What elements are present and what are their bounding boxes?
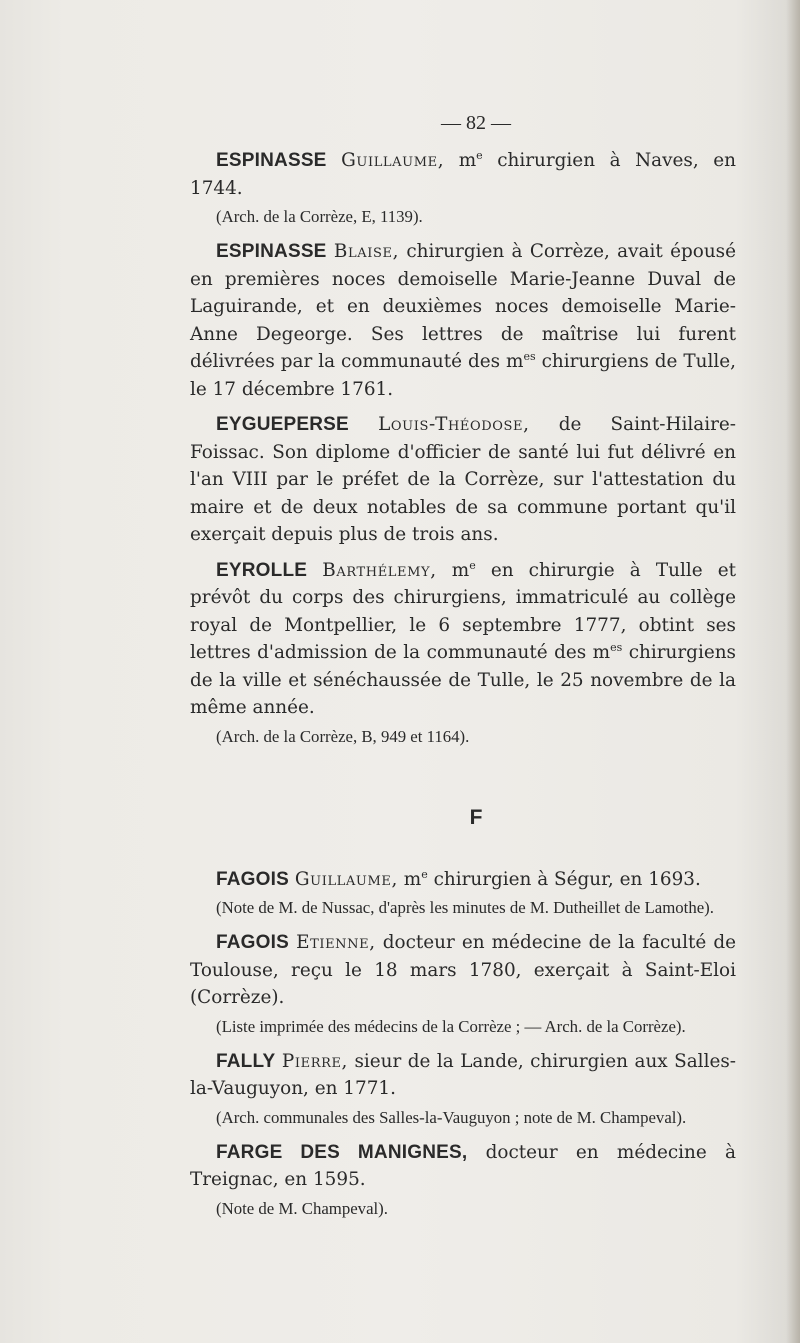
entry-source-note: (Arch. communales des Salles-la-Vauguyon ; note de M. Champeval). <box>216 1107 687 1127</box>
entry-given-name: Louis-Théodose, <box>378 414 530 435</box>
entry-text: chirurgiens de Tulle, le 17 décembre 1761. <box>190 351 736 400</box>
entry-surname: FAGOIS <box>216 868 289 890</box>
entry-text: chirurgien à Naves, en 1744. <box>190 150 736 199</box>
entry-fagois-etienne <box>190 929 736 1012</box>
entry-given-name: Guillaume, <box>294 868 398 890</box>
entry-superscript: es <box>523 349 536 363</box>
entry-source-note: (Note de M. Champeval). <box>216 1198 388 1218</box>
document-body <box>190 112 736 1222</box>
entry-text: docteur en médecine de la faculté de Toulouse, reçu le 18 mars 1780, exerçait à Saint-Eloi (Corrèze). <box>190 932 736 1008</box>
page-edge-shadow <box>786 0 800 1343</box>
entry-given-name: Blaise, <box>333 241 400 262</box>
entry-text: docteur en médecine à Treignac, en 1595. <box>190 1141 736 1190</box>
entry-given-name: Barthélemy, <box>322 559 437 581</box>
entry-superscript: e <box>421 867 428 881</box>
entry-fagois-guillaume <box>190 866 736 894</box>
entry-source-note: (Liste imprimée des médecins de la Corrèze ; — Arch. de la Corrèze). <box>216 1016 686 1036</box>
entry-source-note: (Arch. de la Corrèze, E, 1139). <box>216 207 423 226</box>
entry-espinasse-guillaume <box>190 147 736 202</box>
entry-source-note: (Arch. de la Corrèze, B, 949 et 1164). <box>216 726 470 746</box>
entry-given-name: Pierre, <box>281 1050 349 1072</box>
entry-eyrolle <box>190 557 736 722</box>
entry-text: en chirurgie à Tulle et prévôt du corps des chirurgiens, immatriculé au collège royal de Montpellier, le 6 septembre 1777, obtint ses lettres d'admission de la communauté des m <box>190 559 736 663</box>
entry-given-name: Etienne, <box>296 932 376 953</box>
entry-text: m <box>444 150 477 171</box>
entry-surname: FALLY <box>216 1050 276 1072</box>
entry-eygueperse <box>190 411 736 549</box>
entry-surname: ESPINASSE <box>216 150 327 171</box>
entry-text: chirurgien à Corrèze, avait épousé en premières noces demoiselle Marie-Jeanne Duval de Laguirande, et en deuxièmes noces demoiselle Marie-Anne Degeorge. Ses lettres de maîtrise lui furent délivrées par la communauté des m <box>190 241 736 372</box>
entry-superscript: es <box>610 640 623 654</box>
entry-text: de Saint-Hilaire-Foissac. Son diplome d'officier de santé lui fut délivré en l'an VIII par le préfet de la Corrèze, sur l'attestation du maire et de deux notables de sa commune portant qu'il exerçait depuis plus de trois ans. <box>190 414 736 545</box>
entry-surname: EYROLLE <box>216 559 308 581</box>
entry-surname: EYGUEPERSE <box>216 414 349 435</box>
section-letter-heading: F <box>469 805 483 829</box>
entry-surname: FARGE DES MANIGNES, <box>216 1141 468 1163</box>
entry-superscript: e <box>476 148 483 162</box>
entry-superscript: e <box>469 558 476 572</box>
entry-surname: ESPINASSE <box>216 241 327 262</box>
entry-espinasse-blaise <box>190 238 736 403</box>
entry-farge-des-manignes <box>190 1139 736 1194</box>
entry-fally <box>190 1048 736 1103</box>
entry-text: sieur de la Lande, chirurgien aux Salles-la-Vauguyon, en 1771. <box>190 1050 736 1099</box>
entry-text: m <box>397 868 422 890</box>
entry-source-note: (Note de M. de Nussac, d'après les minutes de M. Dutheillet de Lamothe). <box>216 898 714 917</box>
entry-surname: FAGOIS <box>216 932 289 953</box>
entry-text: chirurgiens de la ville et sénéchaussée de Tulle, le 25 novembre de la même année. <box>190 642 736 718</box>
page-number: — 82 — <box>441 112 511 134</box>
entry-text: chirurgien à Ségur, en 1693. <box>427 868 701 890</box>
entry-text: m <box>436 559 470 581</box>
entry-given-name: Guillaume, <box>341 150 445 171</box>
